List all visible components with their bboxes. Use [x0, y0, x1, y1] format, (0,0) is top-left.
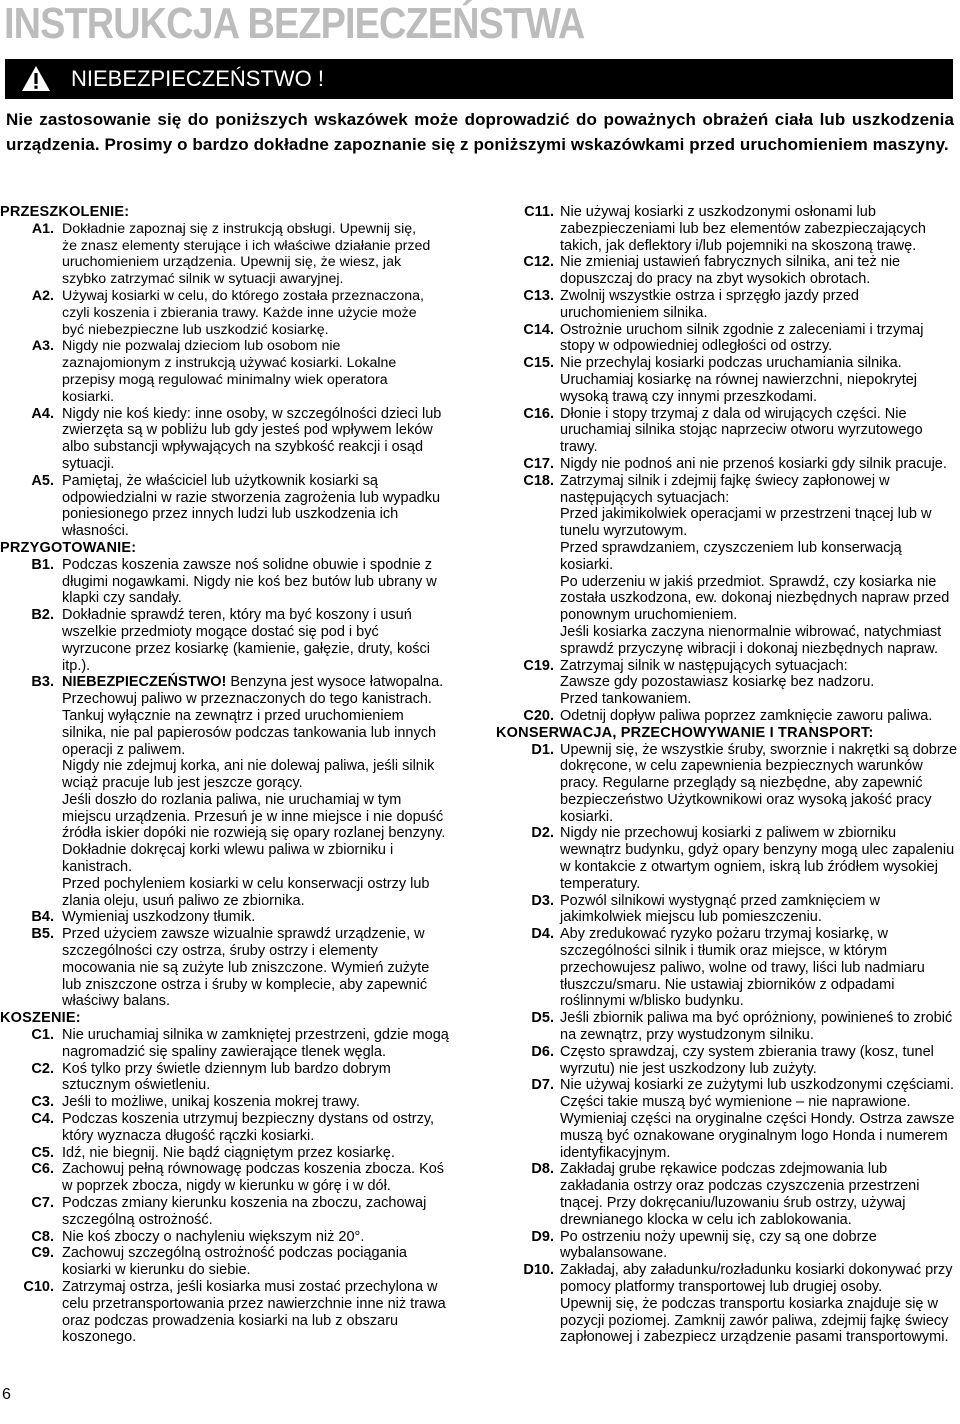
list-item: D10. Zakładaj, aby załadunku/rozładunku kosiarki dokonywać przy pomocy platformy transportowej lub drugiej osoby. Upewnij się, że podczas transportu kosiarka znajduje się w pozycji poziomej. Zamknij zawór paliwa, zdejmij fajkę świecy zapłonowej i zabezpiecz urządzenie pasami transportowymi. — [523, 1262, 953, 1346]
list-item: B3. NIEBEZPIECZEŃSTWO! Benzyna jest wysoce łatwopalna. Przechowuj paliwo w przeznaczonych do tego kanistrach. Tankuj wyłącznie na zewnątrz i przed uruchomieniem silnika, nie pal papierosów podczas tankowania lub innych operacji z paliwem. Nigdy nie zdejmuj korka, ani nie dolewaj paliwa, jeśli silnik wciąż pracuje lub jest jeszcze gorący. Jeśli doszło do rozlania paliwa, nie uruchamiaj w tym miejscu urządzenia. Przesuń je w inne miejsce i nie dopuść źródła iskier dopóki nie rozwieją się opary rozlanej benzyny. Dokładnie dokręcaj korki wlewu paliwa w zbiorniku i kanistrach. Przed pochyleniem kosiarki w celu konserwacji ostrzy lub zlania oleju, usuń paliwo ze zbiornika. — [31, 674, 446, 909]
list-item: D5. Jeśli zbiornik paliwa ma być opróżniony, powinieneś to zrobić na zewnątrz, przy wystudzonym silniku. — [531, 1010, 953, 1044]
list-item: B2. Dokładnie sprawdź teren, który ma być koszony i usuń wszelkie przedmioty mogące dostać się pod i być wyrzucone przez kosiarkę (kamienie, gałęzie, druty, kości itp.). — [31, 607, 431, 674]
list-item: C9. Zachowuj szczególną ostrożność podczas pociągania kosiarki w kierunku do siebie. — [31, 1245, 407, 1279]
list-item: D6. Często sprawdzaj, czy system zbierania trawy (kosz, tunel wyrzutu) nie jest uszkodzony lub zużyty. — [531, 1043, 934, 1077]
list-item: C11. Nie używaj kosiarki z uszkodzonymi osłonami lub zabezpieczeniami lub bez elementów zabezpieczających takich, jak deflektory i/lub pojemniki na skoszoną trawę. — [524, 204, 926, 254]
list-item: D4. Aby zredukować ryzyko pożaru trzymaj kosiarkę, w szczególności silnik i tłumik oraz miejsce, w którym przechowujesz paliwo, wolne od trawy, liści lub nadmiaru tłuszczu/smaru. Nie ustawiaj zbiorników z odpadami roślinnymi w/blisko budynku. — [531, 926, 925, 1010]
warning-triangle-icon — [21, 65, 51, 92]
page-number: 6 — [2, 1386, 11, 1403]
list-item: A2. Używaj kosiarki w celu, do którego została przeznaczona, czyli koszenia i zbierania trawy. Każde inne użycie może być niebezpieczne lub uszkodzić kosiarkę. — [31, 287, 424, 338]
left-column — [0, 204, 452, 1346]
list-item: C14. Ostrożnie uruchom silnik zgodnie z zaleceniami i trzymaj stopy w odpowiedniej odległości od ostrzy. — [523, 321, 924, 355]
list-item: C18. Zatrzymaj silnik i zdejmij fajkę świecy zapłonowej w następujących sytuacjach: Przed jakimikolwiek operacjami w przestrzeni tnącej lub w tunelu wyrzutowym. Przed sprawdzaniem, czyszczeniem lub konserwacją kosiarki. Po uderzeniu w jakiś przedmiot. Sprawdź, czy kosiarka nie została uszkodzona, ew. dokonaj niezbędnych napraw przed ponownym uruchomieniem. Jeśli kosiarka zaczyna nienormalnie wibrować, natychmiast sprawdź przyczynę wibracji i dokonaj niezbędnych napraw. — [523, 472, 950, 657]
preparation-list — [0, 557, 452, 1011]
mowing-list — [0, 1027, 452, 1346]
list-item: C3. Jeśli to możliwe, unikaj koszenia mokrej trawy. — [31, 1094, 360, 1111]
list-item: C16. Dłonie i stopy trzymaj z dala od wirujących części. Nie uruchamiaj silnika stojąc naprzeciw otworu wyrzutowego trawy. — [523, 405, 923, 456]
list-item: C20. Odetnij dopływ paliwa poprzez zamknięcie zaworu paliwa. — [523, 707, 933, 724]
list-item: C13. Zwolnij wszystkie ostrza i sprzęgło jazdy przed uruchomieniem silnika. — [523, 287, 859, 321]
list-item: C10. Zatrzymaj ostrza, jeśli kosiarka musi zostać przechylona w celu przetransportowania przez nawierzchnie inne niż trawa oraz podczas prowadzenia kosiarki na lub z obszaru koszonego. — [23, 1279, 446, 1346]
list-item: C2. Koś tylko przy świetle dziennym lub bardzo dobrym sztucznym oświetleniu. — [31, 1060, 391, 1094]
mowing-list-cont — [496, 204, 958, 725]
page-title: INSTRUKCJA BEZPIECZEŃSTWA — [4, 0, 585, 48]
right-column — [496, 204, 958, 1346]
list-item: D8. Zakładaj grube rękawice podczas zdejmowania lub zakładania ostrzy oraz podczas czyszczenia przestrzeni tnącej. Przy dokręcaniu/luzowaniu śrub ostrzy, używaj drewnianego klocka w celu ich zablokowania. — [531, 1161, 920, 1228]
list-item: B4. Wymieniaj uszkodzony tłumik. — [31, 909, 256, 926]
list-item: C5. Idź, nie biegnij. Nie bądź ciągniętym przez kosiarkę. — [31, 1144, 395, 1161]
training-list-cont — [0, 406, 452, 540]
training-list — [0, 221, 452, 406]
danger-banner — [5, 59, 953, 99]
list-item: D1. Upewnij się, że wszystkie śruby, sworznie i nakrętki są dobrze dokręcone, w celu zapewnienia bezpiecznych warunków pracy. Regularne przeglądy są niezbędne, aby zapewnić bezpieczeństwo Użytkownikowi oraz wysoką jakość pracy kosiarki. — [531, 741, 958, 825]
list-item: A5. Pamiętaj, że właściciel lub użytkownik kosiarki są odpowiedzialni w razie stworzenia zagrożenia lub wypadku poniesionego przez innych ludzi lub uszkodzenia ich własności. — [31, 472, 441, 540]
danger-label: NIEBEZPIECZEŃSTWO ! — [71, 66, 325, 91]
list-item: D2. Nigdy nie przechowuj kosiarki z paliwem w zbiorniku wewnątrz budynku, gdyż opary benzyny mogą ulec zapaleniu w kontakcie z otwartym ogniem, iskrą lub źródłem wysokiej temperatury. — [531, 825, 955, 892]
section-heading-maintenance: KONSERWACJA, PRZECHOWYWANIE I TRANSPORT: — [496, 724, 874, 741]
list-item: A3. Nigdy nie pozwalaj dzieciom lub osobom nie zaznajomionym z instrukcją używać kosiarki. Lokalne przepisy mogą regulować minimalny wiek operatora kosiarki. — [31, 338, 397, 405]
list-item: D7. Nie używaj kosiarki ze zużytymi lub uszkodzonymi częściami. Części takie muszą być wymienione – nie naprawione. Wymieniaj części na oryginalne części Hondy. Ostrza zawsze muszą być oznakowane oryginalnym logo Honda i numerem identyfikacyjnym. — [531, 1077, 955, 1161]
list-item: C19. Zatrzymaj silnik w następujących sytuacjach: Zawsze gdy pozostawiasz kosiarkę bez nadzoru. Przed tankowaniem. — [523, 657, 875, 708]
list-item: C17. Nigdy nie podnoś ani nie przenoś kosiarki gdy silnik pracuje. — [523, 455, 947, 472]
section-heading-training: PRZESZKOLENIE: — [0, 204, 130, 220]
list-item: A4. Nigdy nie koś kiedy: inne osoby, w szczególności dzieci lub zwierzęta są w pobliżu lub gdy jesteś pod wpływem leków albo substancji wpływających na szybkość reakcji i osąd sytuacji. — [31, 405, 442, 472]
list-item: B1. Podczas koszenia zawsze noś solidne obuwie i spodnie z długimi nogawkami. Nigdy nie koś bez butów lub ubrany w klapki czy sandały. — [31, 556, 437, 607]
list-item: C6. Zachowuj pełną równowagę podczas koszenia zbocza. Koś w poprzek zbocza, nigdy w kierunku w górę i w dół. — [31, 1161, 445, 1195]
list-item: A1. Dokładnie zapoznaj się z instrukcją obsługi. Upewnij się, że znasz elementy sterujące i ich właściwe działanie przed uruchomieniem urządzenia. Upewnij się, że wiesz, jak szybko zatrzymać silnik w sytuacji awaryjnej. — [31, 220, 431, 288]
list-item: C7. Podczas zmiany kierunku koszenia na zboczu, zachowaj szczególną ostrożność. — [31, 1195, 427, 1228]
list-item: C1. Nie uruchamiaj silnika w zamkniętej przestrzeni, gdzie mogą nagromadzić się spaliny zawierające tlenek węgla. — [31, 1027, 449, 1060]
list-item: C4. Podczas koszenia utrzymuj bezpieczny dystans od ostrzy, który wyznacza długość rączki kosiarki. — [31, 1111, 435, 1144]
list-item: C12. Nie zmieniaj ustawień fabrycznych silnika, ani też nie dopuszczaj do pracy na zbyt wysokich obrotach. — [523, 254, 901, 288]
list-item: D9. Po ostrzeniu noży upewnij się, czy są one dobrze wybalansowane. — [531, 1228, 877, 1262]
section-heading-mowing: KOSZENIE: — [0, 1010, 81, 1027]
list-item: C15. Nie przechylaj kosiarki podczas uruchamiania silnika. Uruchamiaj kosiarkę na równej nawierzchni, niepokrytej wysoką trawą czy innymi przeszkodami. — [523, 355, 918, 405]
list-item: B5. Przed użyciem zawsze wizualnie sprawdź urządzenie, w szczególności czy ostrza, śruby ostrzy i elementy mocowania nie są zużyte lub zniszczone. Wymień zużyte lub zniszczone ostrza i śruby w komplecie, aby zapewnić właściwy balans. — [31, 926, 430, 1010]
intro-warning: Nie zastosowanie się do poniższych wskazówek może doprowadzić do poważnych obrażeń ciała lub uszkodzenia urządzenia. Prosimy o bardzo dokładne zapoznanie się z poniższymi wskazówkami przed uruchomieniem maszyny. — [6, 110, 954, 154]
list-item: D3. Pozwól silnikowi wystygnąć przed zamknięciem w jakimkolwiek miejscu lub pomieszczeniu. — [531, 892, 880, 926]
maintenance-list — [496, 742, 958, 1347]
section-heading-preparation: PRZYGOTOWANIE: — [0, 539, 137, 556]
list-item: C8. Nie koś zboczy o nachyleniu większym niż 20°. — [31, 1228, 365, 1245]
